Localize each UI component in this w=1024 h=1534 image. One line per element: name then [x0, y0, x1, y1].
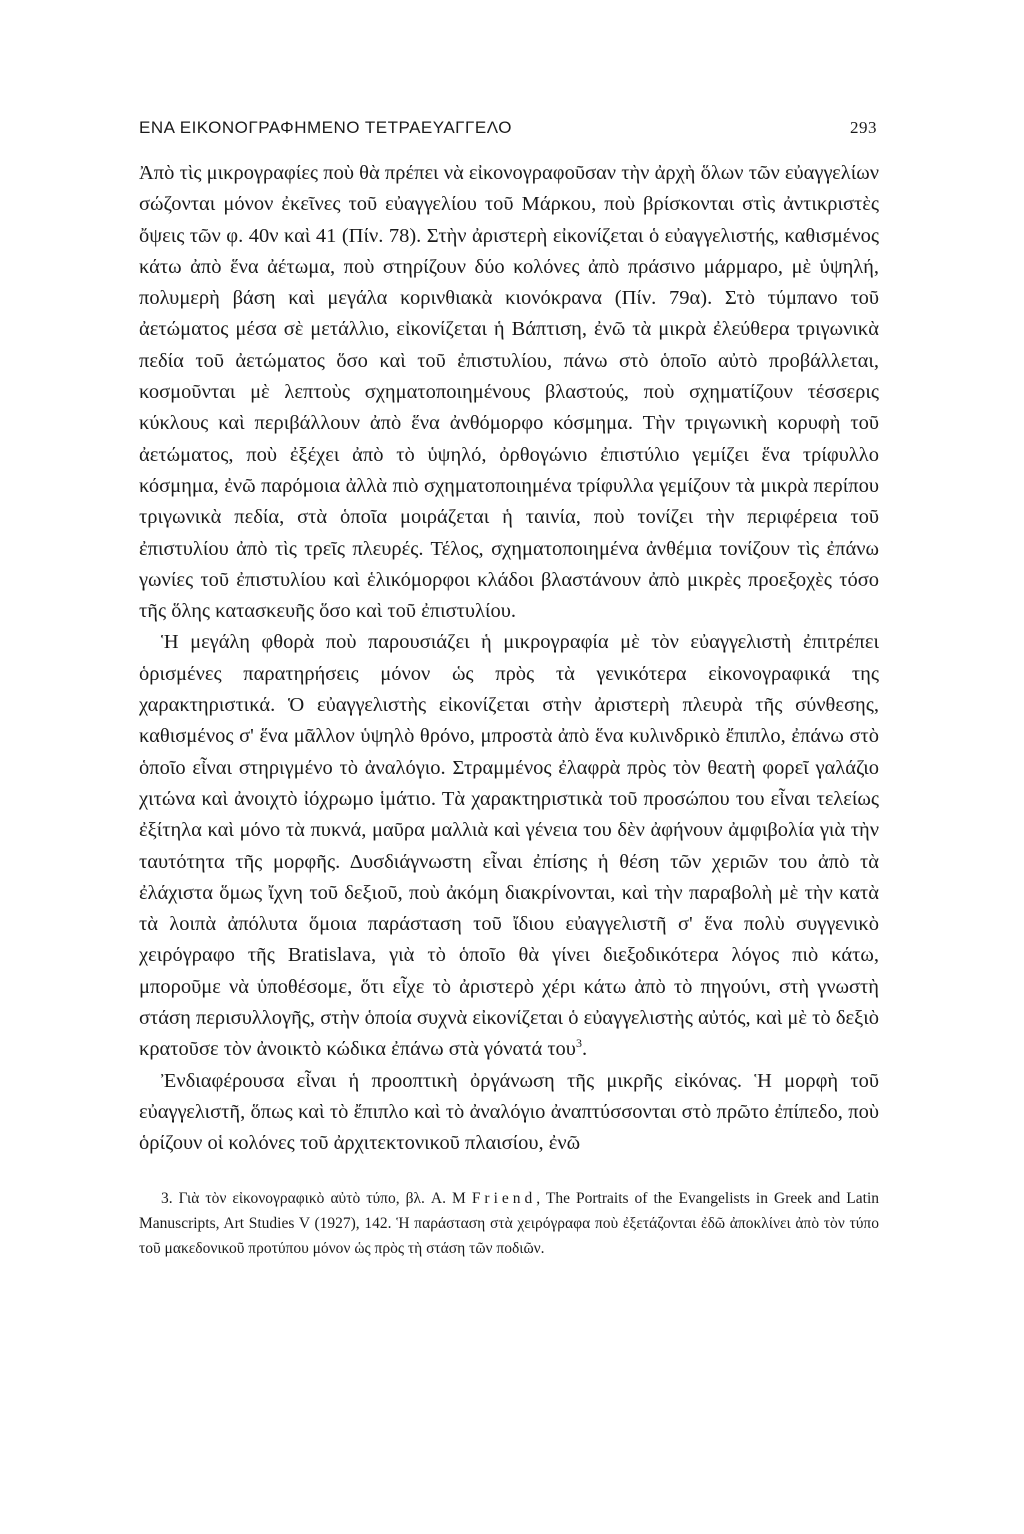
paragraph-1: Ἀπὸ τὶς μικρογραφίες ποὺ θὰ πρέπει νὰ εἰκονογραφοῦσαν τὴν ἀρχὴ ὅλων τῶν εὐαγγελίων σώζονται μόνον ἐκεῖνες τοῦ εὐαγγελίου τοῦ Μάρκου, ποὺ βρίσκονται στὶς ἀντικριστὲς ὄψεις τῶν φ. 40ν καὶ 41 (Πίν. 78). Στὴν ἀριστερὴ εἰκονίζεται ὁ εὐαγγελιστής, καθισμένος κάτω ἀπὸ ἕνα ἀέτωμα, ποὺ στηρίζουν δύο κολόνες ἀπὸ πράσινο μάρμαρο, μὲ ὑψηλή, πολυμερὴ βάση καὶ μεγάλα κορινθιακὰ κιονόκρανα (Πίν. 79α). Στὸ τύμπανο τοῦ ἀετώματος μέσα σὲ μετάλλιο, εἰκονίζεται ἡ Βάπτιση, ἐνῶ τὰ μικρὰ ἐλεύθερα τριγωνικὰ πεδία τοῦ ἀετώματος ὅσο καὶ τοῦ ἐπιστυλίου, πάνω στὸ ὁποῖο αὐτὸ προβάλλεται, κοσμοῦνται μὲ λεπτοὺς σχηματοποιημένους βλαστούς, ποὺ σχηματίζουν τέσσερις κύκλους καὶ περιβάλλουν ἀπὸ ἕνα ἀνθόμορφο κόσμημα. Τὴν τριγωνικὴ κορυφὴ τοῦ ἀετώματος, ποὺ ἐξέχει ἀπὸ τὸ ὑψηλό, ὀρθογώνιο ἐπιστύλιο γεμίζει ἕνα τρίφυλλο κόσμημα, ἐνῶ παρόμοια ἀλλὰ πιὸ σχηματοποιημένα τρίφυλλα γεμίζουν τὰ μικρὰ περίπου τριγωνικὰ πεδία, στὰ ὁποῖα μοιράζεται ἡ ταινία, ποὺ τονίζει τὴν περιφέρεια τοῦ ἐπιστυλίου ἀπὸ τὶς τρεῖς πλευρές. Τέλος, σχηματοποιημένα ἀνθέμια τονίζουν τὶς ἐπάνω γωνίες τοῦ ἐπιστυλίου καὶ ἑλικόμορφοι κλάδοι βλαστάνουν ἀπὸ μικρὲς προεξοχὲς τόσο τῆς ὅλης κατασκευῆς ὅσο καὶ τοῦ ἐπιστυλίου.	[139, 162, 879, 623]
footnote-reference: 3	[575, 1036, 582, 1051]
footnote	[139, 1186, 879, 1261]
paragraph-2	[139, 627, 879, 1065]
footnote-lead: 3. Γιὰ τὸν εἰκονογραφικὸ αὐτὸ τύπο, βλ. A. M	[161, 1189, 466, 1207]
page-number: 293	[850, 118, 877, 137]
running-title: ΕΝΑ ΕΙΚΟΝΟΓΡΑΦΗΜΕΝΟ ΤΕΤΡΑΕΥΑΓΓΕΛΟ	[139, 118, 512, 137]
body-text	[139, 158, 879, 1160]
document-page	[139, 118, 879, 1261]
paragraph-2-end: .	[581, 1038, 588, 1061]
footnote-author: Friend	[471, 1189, 537, 1207]
running-header	[139, 118, 879, 138]
footnote-rest: , The Portraits of the Evangelists in Greek and Latin Manuscripts, Art Studies V (1927), 142. Ἡ παράσταση στὰ χειρόγραφα ποὺ ἐξετάζονται ἐδῶ ἀποκλίνει ἀπὸ τὸν τύπο τοῦ μακεδονικοῦ προτύπου μόνον ὡς πρὸς τὴ στάση τῶν ποδιῶν.	[139, 1189, 879, 1257]
paragraph-2-text: Ἡ μεγάλη φθορὰ ποὺ παρουσιάζει ἡ μικρογραφία μὲ τὸν εὐαγγελιστὴ ἐπιτρέπει ὁρισμένες παρατηρήσεις μόνον ὡς πρὸς τὰ γενικότερα εἰκονογραφικά της χαρακτηριστικά. Ὁ εὐαγγελιστὴς εἰκονίζεται στὴν ἀριστερὴ πλευρὰ τῆς σύνθεσης, καθισμένος σ' ἕνα μᾶλλον ὑψηλὸ θρόνο, μπροστὰ ἀπὸ ἕνα κυλινδρικὸ ἔπιπλο, ἐπάνω στὸ ὁποῖο εἶναι στηριγμένο τὸ ἀναλόγιο. Στραμμένος ἐλαφρὰ πρὸς τὸν θεατὴ φορεῖ γαλάζιο χιτώνα καὶ ἀνοιχτὸ ἰόχρωμο ἱμάτιο. Τὰ χαρακτηριστικὰ τοῦ προσώπου του εἶναι τελείως ἐξίτηλα καὶ μόνο τὰ πυκνά, μαῦρα μαλλιὰ καὶ γένεια του δὲν ἀφήνουν ἀμφιβολία γιὰ τὴν ταυτότητα τῆς μορφῆς. Δυσδιάγνωστη εἶναι ἐπίσης ἡ θέση τῶν χεριῶν του ἀπὸ τὰ ἐλάχιστα ὅμως ἴχνη τοῦ δεξιοῦ, ποὺ ἀκόμη διακρίνονται, καὶ τὴν παραβολὴ μὲ τὴν κατὰ τὰ λοιπὰ ἀπόλυτα ὅμοια παράσταση τοῦ ἴδιου εὐαγγελιστῆ σ' ἕνα πολὺ συγγενικὸ χειρόγραφο τῆς Bratislava, γιὰ τὸ ὁποῖο θὰ γίνει διεξοδικότερα λόγος πιὸ κάτω, μποροῦμε νὰ ὑποθέσομε, ὅτι εἶχε τὸ ἀριστερὸ χέρι κάτω ἀπὸ τὸ πηγούνι, στὴ γνωστὴ στάση περισυλλογῆς, στὴν ὁποία συχνὰ εἰκονίζεται ὁ εὐαγγελιστὴς αὐτός, καὶ μὲ τὸ δεξιὸ κρατοῦσε τὸν ἀνοικτὸ κώδικα ἐπάνω στὰ γόνατά του	[139, 631, 879, 1061]
paragraph-3: Ἐνδιαφέρουσα εἶναι ἡ προοπτικὴ ὀργάνωση τῆς μικρῆς εἰκόνας. Ἡ μορφὴ τοῦ εὐαγγελιστῆ, ὅπως καὶ τὸ ἔπιπλο καὶ τὸ ἀναλόγιο ἀναπτύσσονται στὸ πρῶτο ἐπίπεδο, ποὺ ὁρίζουν οἱ κολόνες τοῦ ἀρχιτεκτονικοῦ πλαισίου, ἐνῶ	[139, 1069, 879, 1155]
